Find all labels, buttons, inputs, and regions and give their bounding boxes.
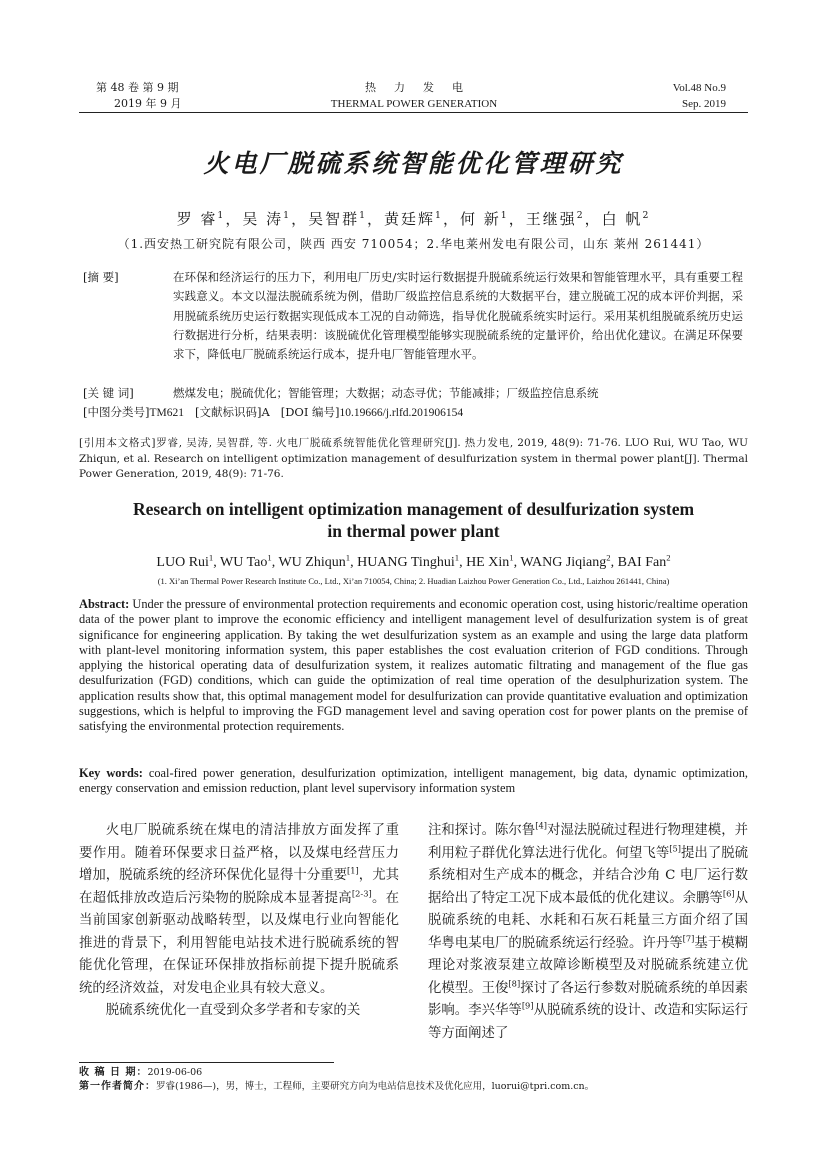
- author-affiliation-mark: 2: [606, 552, 611, 563]
- reference-mark: [4]: [535, 820, 547, 831]
- author-name: 白 帆: [601, 210, 643, 228]
- author-separator: ,: [513, 555, 521, 570]
- keywords-label-cn: [关 键 词]: [83, 386, 134, 400]
- author-name: LUO Rui: [156, 555, 209, 570]
- author-separator: ，: [508, 210, 526, 228]
- paper-title-en: [79, 498, 748, 542]
- affiliation-en: (1. Xi’an Thermal Power Research Institute Co., Ltd., Xi’an 710054, China; 2. Huadian Laizhou Power Generation Co., Ltd., Laizhou 261441, China): [157, 576, 670, 586]
- journal-name-cn: 热力发电: [365, 81, 481, 94]
- author-affiliation-mark: 2: [642, 210, 651, 221]
- keywords-label-en: Key words:: [79, 766, 143, 780]
- body-text: 注和探讨。陈尔鲁: [428, 823, 536, 838]
- abstract-label-cn: [摘 要]: [83, 270, 119, 284]
- body-text: ，尤其在超低排放改造后污染物的脱除成本显著提高: [79, 868, 400, 906]
- body-text: 。在当前国家创新驱动战略转型，以及煤电行业向智能化推进的背景下，利用智能电站技术进行脱硫系统的智能优化管理，在保证环保排放指标前提下提升脱硫系统的经济效益，对发电企业具有较大意义。: [79, 890, 400, 996]
- author-name: 罗 睿: [176, 210, 218, 228]
- author-name: 黄廷辉: [384, 210, 436, 228]
- body-text: 提出了脱硫系统相对生产成本的概念，并结合沙角 C 电厂运行数据给出了特定工况下成本最低的优化建议。余鹏等: [428, 845, 749, 906]
- author-name: 王继强: [525, 210, 577, 228]
- author-separator: ，: [584, 210, 602, 228]
- clc-label: [中图分类号]: [83, 405, 150, 419]
- author-separator: ,: [213, 555, 221, 570]
- first-author-value: 罗睿(1986—)，男，博士，工程师，主要研究方向为电站信息技术及优化应用，luorui@tpri.com.cn。: [156, 1081, 595, 1092]
- author-name: HE Xin: [466, 555, 510, 570]
- author-separator: ，: [291, 210, 309, 228]
- doi-value: 10.19666/j.rlfd.201906154: [339, 407, 464, 419]
- doc-code-value: A: [261, 405, 270, 419]
- citation-label: [引用本文格式]: [79, 437, 156, 449]
- keywords-cn: [83, 384, 748, 403]
- author-name: BAI Fan: [617, 555, 667, 570]
- author-affiliation-mark: 2: [666, 552, 671, 563]
- keywords-en: [79, 766, 748, 797]
- received-value: 2019-06-06: [147, 1067, 203, 1078]
- author-list-cn: [79, 208, 748, 229]
- body-text: 从脱硫系统的设计、改造和实际运行等方面阐述了: [428, 1003, 749, 1041]
- abstract-text-cn: 在环保和经济运行的压力下，利用电厂历史/实时运行数据提升脱硫系统运行效果和智能管理水平，具有重要工程实践意义。本文以湿法脱硫系统为例，借助厂级监控信息系统的大数据平台，建立脱硫工况的成本评价判据，采用脱硫系统历史运行数据实现低成本工况的自动筛选，指导优化脱硫系统实时运行。采用某机组脱硫系统历史运行数据进行分析，结果表明：该脱硫优化管理模型能够实现脱硫系统的定量评价，给出优化建议。在满足环保要求下，降低电厂脱硫系统运行成本，提升电厂智能管理水平。: [173, 270, 743, 362]
- paper-title-en-line1: Research on intelligent optimization management of desulfurization system: [132, 499, 695, 519]
- reference-mark: [5]: [669, 843, 681, 854]
- abstract-text-en: Under the pressure of environmental protection requirements and economic operation cost, using historic/realtime operation data of the power plant to improve the economic efficiency and intelligent management level of desulfurization system is of great significance for engineering application. By taking the wet desulfurization system as an example and using the large data platform with plant-level monitoring information system, this paper establishes the cost evaluation criterion of FGD conditions. Through applying the historical operating data of desulfurization system, it realizes automatic filtrating and management of the flue gas desulfurization (FGD) conditions, which can guide the optimization of real time operation of the desulphurization system. The application results show that, this optimal management model for desulfurization can provide quantitative evaluation and optimization suggestions, which is helpful to improving the FGD management level and saving operation cost for power plants on the premise of satisfying the environmental protection requirements.: [79, 597, 748, 734]
- received-label: 收 稿 日 期：: [79, 1067, 148, 1078]
- header-rule: [79, 112, 748, 113]
- body-text: 基于模糊理论对浆液泵建立故障诊断模型及对脱硫系统建立优化模型。王俊: [428, 935, 749, 996]
- author-affiliation-mark: 1: [500, 210, 509, 221]
- footnote-rule: [79, 1062, 334, 1063]
- body-paragraph: [428, 820, 748, 1045]
- author-affiliation-mark: 1: [454, 552, 460, 563]
- body-text: 从脱硫系统的电耗、水耗和石灰石耗量三方面介绍了国华粤电某电厂的脱硫系统运行经验。许丹等: [428, 890, 749, 951]
- abstract-en: [79, 597, 748, 735]
- author-separator: ，: [442, 210, 460, 228]
- author-separator: ,: [271, 555, 279, 570]
- clc-value: TM621: [149, 407, 184, 419]
- abstract-label-en: Abstract:: [79, 597, 130, 611]
- date-en: Sep. 2019: [682, 98, 726, 110]
- reference-mark: [7]: [682, 933, 695, 944]
- author-affiliation-mark: 1: [208, 552, 214, 563]
- author-affiliation-mark: 1: [345, 552, 351, 563]
- first-author-bio: [79, 1080, 748, 1094]
- author-affiliation-mark: 1: [267, 552, 272, 563]
- volume-issue-cn: 第 48 卷 第 9 期: [96, 81, 179, 94]
- volume-issue-en: Vol.48 No.9: [672, 82, 726, 94]
- doc-code-label: [文献标识码]: [194, 405, 262, 419]
- author-affiliation-mark: 1: [217, 210, 226, 221]
- paper-title-en-line2: in thermal power plant: [327, 521, 500, 541]
- body-paragraph: [79, 820, 399, 1000]
- author-affiliation-mark: 1: [509, 552, 514, 563]
- body-column-right: [428, 820, 748, 1045]
- body-text: 对湿法脱硫过程进行物理建模，并利用粒子群优化算法进行优化。何望飞等: [428, 823, 749, 861]
- classification-line: [83, 403, 748, 423]
- journal-name: [300, 80, 528, 112]
- journal-name-en: THERMAL POWER GENERATION: [330, 98, 498, 110]
- paper-title-cn: 火电厂脱硫系统智能优化管理研究: [203, 149, 624, 178]
- author-name: 吴智群: [308, 210, 360, 228]
- author-name: HUANG Tinghui: [357, 555, 455, 570]
- body-text: 脱硫系统优化一直受到众多学者和专家的关: [105, 1003, 361, 1018]
- keywords-text-cn: 燃煤发电；脱硫优化；智能管理；大数据；动态寻优；节能减排；厂级监控信息系统: [173, 386, 599, 400]
- author-name: 何 新: [459, 210, 501, 228]
- author-name: WU Tao: [220, 555, 268, 570]
- body-paragraph: [79, 1000, 399, 1023]
- citation-text: 罗睿, 吴涛, 吴智群, 等. 火电厂脱硫系统智能优化管理研究[J]. 热力发电, 2019, 48(9): 71-76. LUO Rui, WU Tao, WU Zhiqun, et al. Research on intelligent optimization management of desulfurization system in thermal power plant[J]. Thermal Power Generation, 2019, 48(9): 71-76.: [79, 437, 748, 480]
- received-date: [79, 1066, 748, 1080]
- author-separator: ,: [459, 555, 467, 570]
- reference-mark: [9]: [521, 1000, 534, 1011]
- author-separator: ,: [610, 555, 618, 570]
- author-affiliation-mark: 1: [283, 210, 292, 221]
- author-affiliation-mark: 2: [576, 210, 585, 221]
- author-name: WU Zhiqun: [278, 555, 346, 570]
- doi-label: [DOI 编号]: [280, 405, 340, 419]
- citation-format: [79, 436, 748, 483]
- author-affiliation-mark: 1: [359, 210, 368, 221]
- author-name: WANG Jiqiang: [520, 555, 607, 570]
- reference-mark: [1]: [347, 865, 359, 876]
- author-separator: ,: [350, 555, 358, 570]
- first-author-label: 第一作者简介：: [79, 1081, 156, 1092]
- reference-mark: [2-3]: [351, 888, 372, 899]
- journal-volume-issue-en: [600, 80, 726, 112]
- author-affiliation-mark: 1: [435, 210, 443, 221]
- date-cn: 2019 年 9 月: [114, 97, 182, 110]
- keywords-text-en: coal-fired power generation, desulfurization optimization, intelligent management, big data, dynamic optimization, energy conservation and emission reduction, plant level supervisory information system: [79, 766, 748, 796]
- author-list-en: [79, 552, 748, 571]
- body-text: 探讨了各运行参数对脱硫系统的单因素影响。李兴华等: [428, 980, 749, 1018]
- author-name: 吴 涛: [242, 210, 284, 228]
- journal-volume-issue: [96, 80, 236, 112]
- author-separator: ，: [367, 210, 385, 228]
- body-text: 火电厂脱硫系统在煤电的清洁排放方面发挥了重要作用。随着环保要求日益严格，以及煤电经营压力增加，脱硫系统的经济环保优化显得十分重要: [79, 823, 399, 883]
- reference-mark: [6]: [722, 888, 735, 899]
- author-separator: ，: [225, 210, 243, 228]
- affiliation-cn: （1.西安热工研究院有限公司，陕西 西安 710054；2.华电莱州发电有限公司，山东 莱州 261441）: [117, 237, 710, 251]
- body-column-left: [79, 820, 399, 1023]
- reference-mark: [8]: [508, 978, 521, 989]
- abstract-cn: [83, 268, 748, 364]
